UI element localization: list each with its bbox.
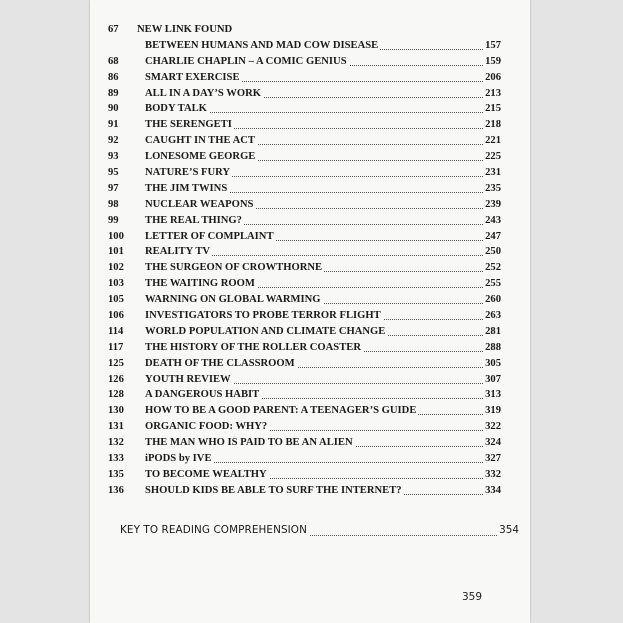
unit-number: 98 [108, 198, 119, 210]
unit-number: 103 [108, 278, 124, 290]
toc-entry [90, 38, 530, 54]
unit-number: 131 [108, 421, 124, 433]
entry-page-number: 247 [483, 229, 501, 245]
entry-page-number: 231 [483, 165, 501, 181]
page-number: 359 [461, 591, 482, 603]
toc-entry [90, 133, 530, 149]
toc-entry [90, 451, 530, 467]
unit-number: 86 [108, 71, 119, 83]
unit-number: 92 [108, 135, 119, 147]
toc-entry [90, 101, 530, 117]
unit-number: 106 [108, 310, 124, 322]
toc-entry [90, 292, 530, 308]
toc-entry [90, 165, 530, 181]
book-page [90, 0, 530, 623]
entry-title: THE SURGEON OF CROWTHORNE [145, 260, 324, 276]
entry-title: THE REAL THING? [145, 213, 244, 229]
entry-page-number: 221 [483, 133, 501, 149]
entry-page-number: 213 [483, 86, 501, 102]
unit-number: 132 [108, 437, 124, 449]
toc-entry [90, 340, 530, 356]
unit-number: 101 [108, 246, 124, 258]
toc-entry [90, 324, 530, 340]
unit-number: 95 [108, 167, 119, 179]
entry-page-number: 225 [483, 149, 501, 165]
entry-title: NATURE’S FURY [145, 165, 232, 181]
toc-entry [90, 387, 530, 403]
entry-page-number: 157 [483, 38, 501, 54]
toc-entry [90, 467, 530, 483]
entry-page-number: 324 [483, 435, 501, 451]
unit-number: 133 [108, 453, 124, 465]
entry-page-number: 255 [483, 276, 501, 292]
unit-number: 100 [108, 230, 124, 242]
toc-entry [90, 435, 530, 451]
toc-entry [90, 149, 530, 165]
toc-entry [90, 276, 530, 292]
answer-key-title: KEY TO READING COMPREHENSION [120, 524, 307, 536]
entry-page-number: 218 [483, 117, 501, 133]
toc-entry [90, 244, 530, 260]
entry-title: WARNING ON GLOBAL WARMING [145, 292, 323, 308]
entry-page-number: 281 [483, 324, 501, 340]
unit-number: 105 [108, 294, 124, 306]
toc-entry [90, 356, 530, 372]
entry-title: REALITY TV [145, 244, 212, 260]
answer-key-entry [120, 524, 524, 542]
entry-page-number: 215 [483, 101, 501, 117]
toc-entry [90, 117, 530, 133]
unit-number: 135 [108, 468, 124, 480]
toc-entry [90, 70, 530, 86]
toc-entry [90, 229, 530, 245]
page-background-left [0, 0, 90, 623]
toc-entry [90, 213, 530, 229]
entry-page-number: 305 [483, 356, 501, 372]
entry-title: SMART EXERCISE [145, 70, 242, 86]
entry-page-number: 313 [483, 387, 501, 403]
entry-title: THE SERENGETI [145, 117, 234, 133]
entry-page-number: 235 [483, 181, 501, 197]
entry-page-number: 239 [483, 197, 501, 213]
entry-page-number: 260 [483, 292, 501, 308]
entry-title: NEW LINK FOUND [137, 22, 234, 38]
unit-number: 126 [108, 373, 124, 385]
entry-page-number: 319 [483, 403, 501, 419]
answer-key-page: 354 [499, 524, 519, 536]
unit-number: 117 [108, 341, 124, 353]
entry-title: LETTER OF COMPLAINT [145, 229, 276, 245]
toc-entry [90, 403, 530, 419]
entry-page-number: 307 [483, 372, 501, 388]
entry-title: CAUGHT IN THE ACT [145, 133, 257, 149]
entry-title: SHOULD KIDS BE ABLE TO SURF THE INTERNET? [145, 483, 404, 499]
unit-number: 99 [108, 214, 119, 226]
entry-title: THE WAITING ROOM [145, 276, 257, 292]
toc-entry [90, 86, 530, 102]
unit-number: 125 [108, 357, 124, 369]
entry-page-number: 332 [483, 467, 501, 483]
entry-page-number: 288 [483, 340, 501, 356]
toc-entry [90, 419, 530, 435]
entry-title: YOUTH REVIEW [145, 372, 233, 388]
entry-title: DEATH OF THE CLASSROOM [145, 356, 297, 372]
unit-number: 90 [108, 103, 119, 115]
toc-entry [90, 483, 530, 499]
entry-title: iPODS by IVE [145, 451, 214, 467]
entry-page-number: 206 [483, 70, 501, 86]
toc-entry [90, 372, 530, 388]
entry-page-number: 263 [483, 308, 501, 324]
unit-number: 136 [108, 484, 124, 496]
entry-page-number: 322 [483, 419, 501, 435]
entry-title: THE MAN WHO IS PAID TO BE AN ALIEN [145, 435, 355, 451]
entry-title: TO BECOME WEALTHY [145, 467, 269, 483]
unit-number: 91 [108, 119, 119, 131]
unit-number: 102 [108, 262, 124, 274]
entry-title: THE HISTORY OF THE ROLLER COASTER [145, 340, 363, 356]
entry-title: ALL IN A DAY’S WORK [145, 86, 263, 102]
entry-page-number: 250 [483, 244, 501, 260]
entry-page-number: 252 [483, 260, 501, 276]
entry-title: CHARLIE CHAPLIN – A COMIC GENIUS [145, 54, 349, 70]
unit-number: 93 [108, 151, 119, 163]
unit-number: 67 [108, 24, 119, 35]
entry-page-number: 159 [483, 54, 501, 70]
unit-number: 89 [108, 87, 119, 99]
entry-page-number: 327 [483, 451, 501, 467]
entry-title: BETWEEN HUMANS AND MAD COW DISEASE [145, 38, 380, 54]
entry-page-number: 334 [483, 483, 501, 499]
entry-title: ORGANIC FOOD: WHY? [145, 419, 269, 435]
entry-title: LONESOME GEORGE [145, 149, 257, 165]
entry-page-number: 243 [483, 213, 501, 229]
entry-title: NUCLEAR WEAPONS [145, 197, 255, 213]
entry-title: BODY TALK [145, 101, 209, 117]
entry-title: THE JIM TWINS [145, 181, 229, 197]
unit-number: 114 [108, 325, 124, 337]
table-of-contents [90, 22, 530, 499]
toc-entry [90, 197, 530, 213]
toc-entry [90, 22, 530, 38]
page-background-right [530, 0, 623, 623]
entry-title: INVESTIGATORS TO PROBE TERROR FLIGHT [145, 308, 383, 324]
unit-number: 128 [108, 389, 124, 401]
toc-entry [90, 54, 530, 70]
entry-title: A DANGEROUS HABIT [145, 387, 261, 403]
unit-number: 68 [108, 55, 119, 67]
toc-entry [90, 260, 530, 276]
entry-title: WORLD POPULATION AND CLIMATE CHANGE [145, 324, 387, 340]
unit-number: 97 [108, 182, 119, 194]
entry-title: HOW TO BE A GOOD PARENT: A TEENAGER’S GUIDE [145, 403, 418, 419]
toc-entry [90, 181, 530, 197]
toc-entry [90, 308, 530, 324]
unit-number: 130 [108, 405, 124, 417]
